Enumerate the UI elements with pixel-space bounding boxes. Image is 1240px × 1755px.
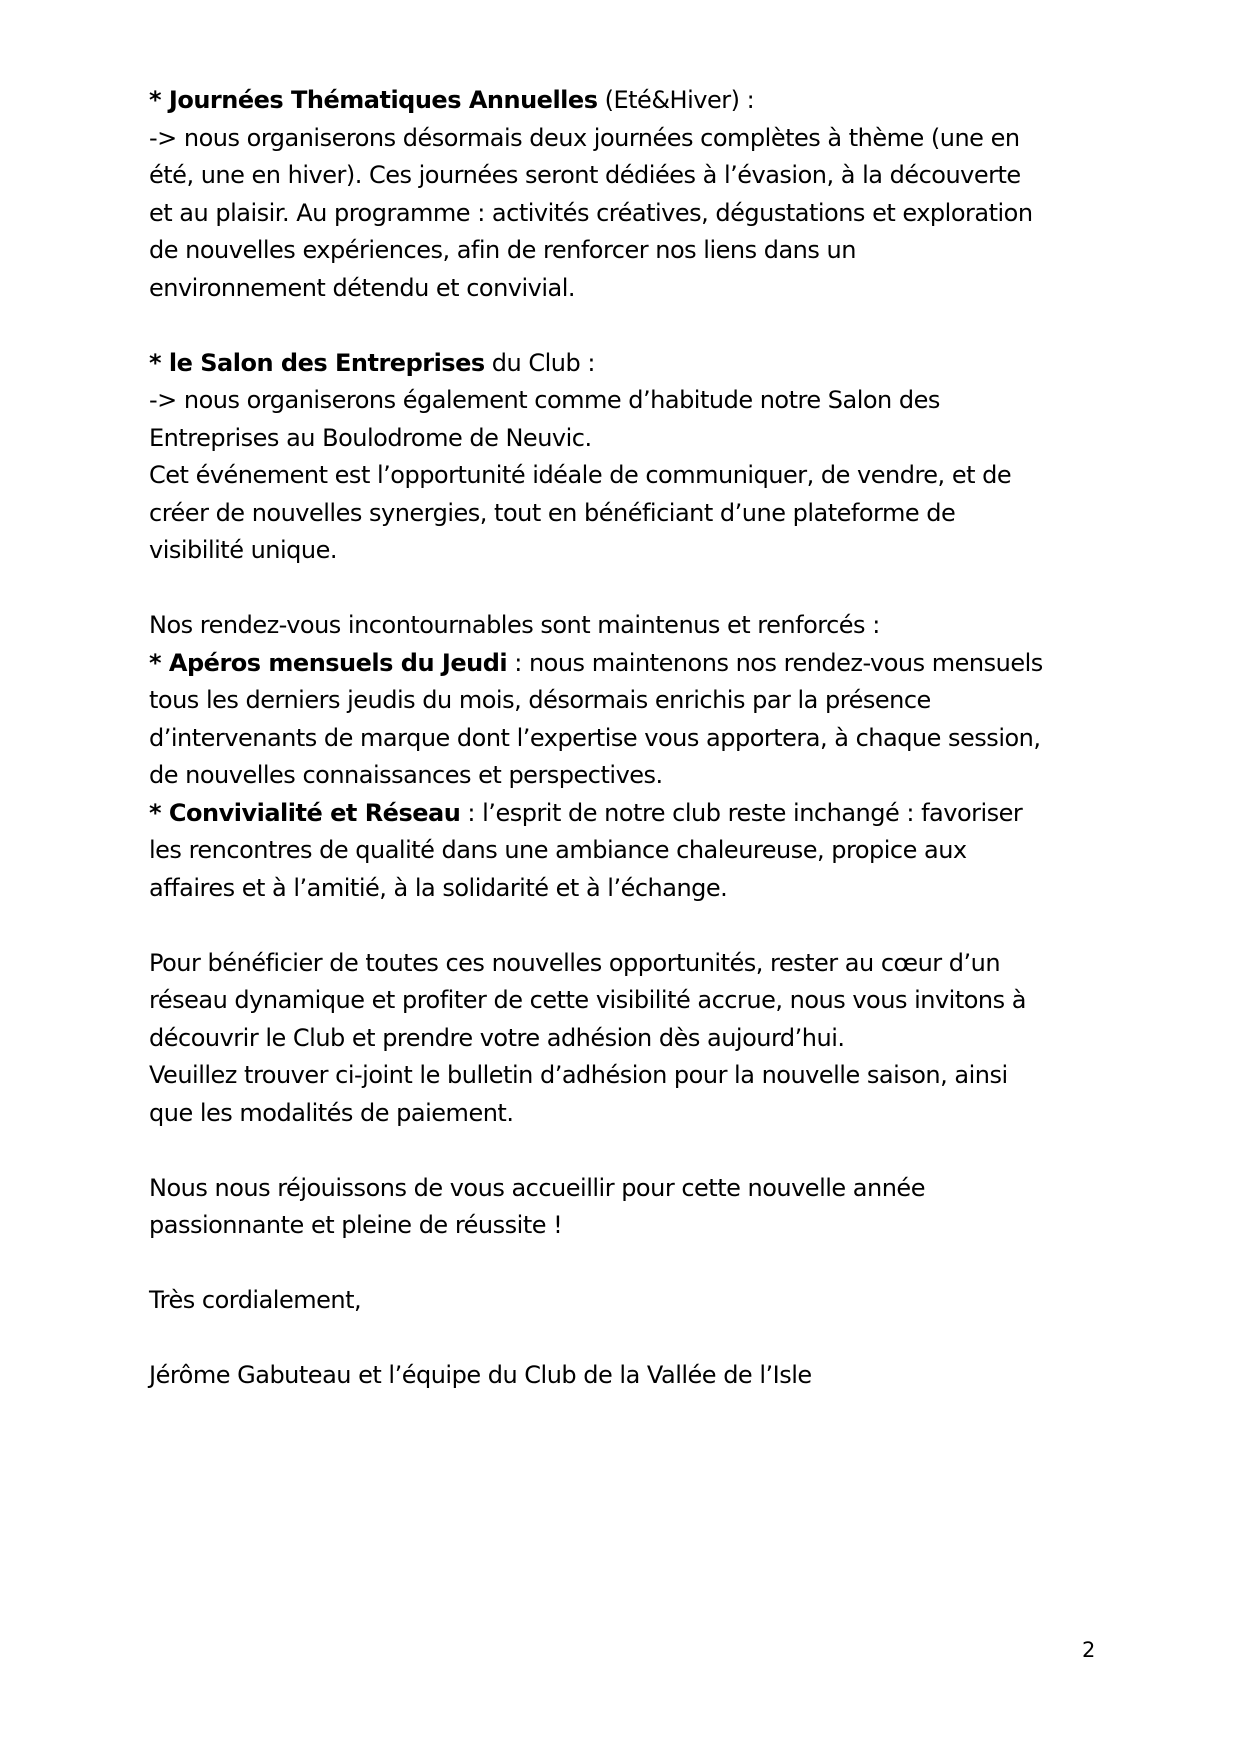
aperos-heading bbox=[149, 645, 1109, 683]
signature-text: Jérôme Gabuteau et l’équipe du Club de la Vallée de l’Isle bbox=[149, 1361, 812, 1389]
text-line: Cet événement est l’opportunité idéale de communiquer, de vendre, et de bbox=[149, 461, 1012, 489]
text-line: de nouvelles expériences, afin de renforcer nos liens dans un bbox=[149, 236, 856, 264]
section-adhesion bbox=[149, 945, 1109, 1133]
heading-bold: * le Salon des Entreprises bbox=[149, 348, 485, 377]
convivialite-heading bbox=[149, 795, 1109, 833]
text-line: Nos rendez-vous incontournables sont maintenus et renforcés : bbox=[149, 611, 880, 639]
text-line: -> nous organiserons désormais deux journées complètes à thème (une en bbox=[149, 123, 1020, 152]
text-line: découvrir le Club et prendre votre adhésion dès aujourd’hui. bbox=[149, 1023, 845, 1052]
letter-body bbox=[149, 82, 1109, 1395]
signature bbox=[149, 1357, 1109, 1395]
text-line: été, une en hiver). Ces journées seront dédiées à l’évasion, à la découverte bbox=[149, 161, 1021, 189]
heading-bold: * Apéros mensuels du Jeudi bbox=[149, 648, 508, 677]
heading-bold: * Journées Thématiques Annuelles bbox=[149, 86, 598, 114]
text-line: passionnante et pleine de réussite ! bbox=[149, 1211, 563, 1239]
text-line: -> nous organiserons également comme d’habitude notre Salon des bbox=[149, 386, 940, 414]
section-salon bbox=[149, 345, 1109, 570]
section-heading bbox=[149, 82, 1109, 120]
text-line: Entreprises au Boulodrome de Neuvic. bbox=[149, 423, 592, 452]
text-line: d’intervenants de marque dont l’expertise vous apportera, à chaque session, bbox=[149, 723, 1041, 752]
heading-bold: * Convivialité et Réseau bbox=[149, 798, 461, 827]
salutation-text: Très cordialement, bbox=[149, 1286, 362, 1314]
section-closing bbox=[149, 1170, 1109, 1245]
section-journees bbox=[149, 82, 1109, 307]
text-line: Pour bénéficier de toutes ces nouvelles opportunités, rester au cœur d’un bbox=[149, 948, 1001, 977]
section-rendezvous bbox=[149, 607, 1109, 907]
text-line: affaires et à l’amitié, à la solidarité et à l’échange. bbox=[149, 873, 728, 902]
text-line: réseau dynamique et profiter de cette visibilité accrue, nous vous invitons à bbox=[149, 986, 1026, 1014]
page-number: 2 bbox=[1082, 1638, 1096, 1662]
text-line: les rencontres de qualité dans une ambiance chaleureuse, propice aux bbox=[149, 836, 967, 864]
salutation bbox=[149, 1282, 1109, 1320]
heading-rest: du Club : bbox=[484, 348, 595, 377]
text-line: Nous nous réjouissons de vous accueillir pour cette nouvelle année bbox=[149, 1173, 925, 1202]
section-heading bbox=[149, 345, 1109, 383]
heading-rest: : l’esprit de notre club reste inchangé : favoriser bbox=[460, 798, 1023, 827]
text-line: créer de nouvelles synergies, tout en bénéficiant d’une plateforme de bbox=[149, 498, 956, 527]
heading-rest: (Eté&Hiver) : bbox=[597, 86, 755, 114]
text-line: Veuillez trouver ci-joint le bulletin d’adhésion pour la nouvelle saison, ainsi bbox=[149, 1061, 1008, 1089]
text-line: environnement détendu et convivial. bbox=[149, 273, 576, 302]
text-line: visibilité unique. bbox=[149, 536, 338, 564]
text-line: que les modalités de paiement. bbox=[149, 1098, 514, 1127]
text-line: de nouvelles connaissances et perspectives. bbox=[149, 761, 663, 789]
text-line: tous les derniers jeudis du mois, désormais enrichis par la présence bbox=[149, 686, 931, 714]
text-line: et au plaisir. Au programme : activités créatives, dégustations et exploration bbox=[149, 198, 1033, 227]
heading-rest: : nous maintenons nos rendez-vous mensuels bbox=[507, 648, 1043, 677]
